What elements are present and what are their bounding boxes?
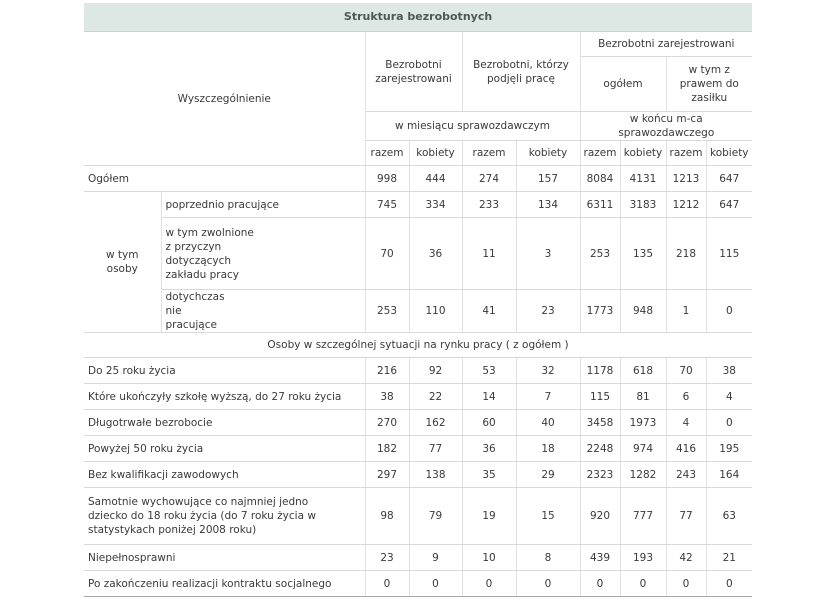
cell-value: 38 bbox=[365, 384, 409, 410]
row-label: Ogółem bbox=[84, 166, 365, 192]
cell-value: 41 bbox=[462, 290, 516, 333]
cell-value: 334 bbox=[409, 192, 462, 218]
cell-value: 1212 bbox=[666, 192, 706, 218]
cell-value: 23 bbox=[516, 290, 580, 333]
cell-value: 14 bbox=[462, 384, 516, 410]
cell-value: 297 bbox=[365, 462, 409, 488]
cell-value: 77 bbox=[666, 488, 706, 545]
table-row bbox=[84, 571, 752, 597]
cell-value: 243 bbox=[666, 462, 706, 488]
cell-value: 974 bbox=[620, 436, 666, 462]
cell-value: 253 bbox=[580, 218, 620, 290]
cell-value: 19 bbox=[462, 488, 516, 545]
cell-value: 0 bbox=[516, 571, 580, 597]
cell-value: 70 bbox=[365, 218, 409, 290]
table-row bbox=[84, 290, 752, 333]
cell-value: 0 bbox=[706, 290, 752, 333]
cell-value: 22 bbox=[409, 384, 462, 410]
cell-value: 647 bbox=[706, 166, 752, 192]
cell-value: 0 bbox=[706, 410, 752, 436]
table-row bbox=[84, 218, 752, 290]
header-prawo-zasilku: w tym z prawem do zasiłku bbox=[666, 57, 752, 112]
table-row bbox=[84, 462, 752, 488]
cell-value: 4 bbox=[706, 384, 752, 410]
cell-value: 164 bbox=[706, 462, 752, 488]
table-row bbox=[84, 436, 752, 462]
cell-value: 216 bbox=[365, 358, 409, 384]
cell-value: 53 bbox=[462, 358, 516, 384]
cell-value: 134 bbox=[516, 192, 580, 218]
cell-value: 8084 bbox=[580, 166, 620, 192]
cell-value: 92 bbox=[409, 358, 462, 384]
cell-value: 60 bbox=[462, 410, 516, 436]
table-row bbox=[84, 192, 752, 218]
cell-value: 21 bbox=[706, 545, 752, 571]
cell-value: 777 bbox=[620, 488, 666, 545]
cell-value: 4 bbox=[666, 410, 706, 436]
cell-value: 15 bbox=[516, 488, 580, 545]
cell-value: 0 bbox=[580, 571, 620, 597]
cell-value: 253 bbox=[365, 290, 409, 333]
cell-value: 6311 bbox=[580, 192, 620, 218]
cell-value: 4131 bbox=[620, 166, 666, 192]
cell-value: 439 bbox=[580, 545, 620, 571]
cell-value: 0 bbox=[409, 571, 462, 597]
group-label-w-tym-osoby: w tym osoby bbox=[84, 192, 161, 333]
cell-value: 948 bbox=[620, 290, 666, 333]
statistics-table-container bbox=[84, 3, 752, 597]
row-label: dotychczas nie pracujące bbox=[161, 290, 365, 333]
cell-value: 3458 bbox=[580, 410, 620, 436]
cell-value: 7 bbox=[516, 384, 580, 410]
cell-value: 1773 bbox=[580, 290, 620, 333]
cell-value: 444 bbox=[409, 166, 462, 192]
header-period-end: w końcu m-ca sprawozdawczego bbox=[580, 112, 752, 141]
cell-value: 274 bbox=[462, 166, 516, 192]
cell-value: 36 bbox=[409, 218, 462, 290]
cell-value: 135 bbox=[620, 218, 666, 290]
table-row bbox=[84, 358, 752, 384]
cell-value: 162 bbox=[409, 410, 462, 436]
cell-value: 195 bbox=[706, 436, 752, 462]
cell-value: 647 bbox=[706, 192, 752, 218]
header-kobiety: kobiety bbox=[620, 141, 666, 166]
cell-value: 745 bbox=[365, 192, 409, 218]
header-bezrobotni-zarejestrowani: Bezrobotni zarejestrowani bbox=[365, 32, 462, 112]
cell-value: 36 bbox=[462, 436, 516, 462]
cell-value: 6 bbox=[666, 384, 706, 410]
cell-value: 70 bbox=[666, 358, 706, 384]
row-label: Bez kwalifikacji zawodowych bbox=[84, 462, 365, 488]
header-kobiety: kobiety bbox=[409, 141, 462, 166]
cell-value: 193 bbox=[620, 545, 666, 571]
cell-value: 0 bbox=[462, 571, 516, 597]
header-razem: razem bbox=[365, 141, 409, 166]
cell-value: 0 bbox=[666, 571, 706, 597]
cell-value: 63 bbox=[706, 488, 752, 545]
header-razem: razem bbox=[666, 141, 706, 166]
cell-value: 9 bbox=[409, 545, 462, 571]
cell-value: 182 bbox=[365, 436, 409, 462]
cell-value: 0 bbox=[365, 571, 409, 597]
cell-value: 920 bbox=[580, 488, 620, 545]
cell-value: 2248 bbox=[580, 436, 620, 462]
cell-value: 110 bbox=[409, 290, 462, 333]
cell-value: 1973 bbox=[620, 410, 666, 436]
row-label: Powyżej 50 roku życia bbox=[84, 436, 365, 462]
row-label: Po zakończeniu realizacji kontraktu socjalnego bbox=[84, 571, 365, 597]
table-row bbox=[84, 410, 752, 436]
header-period-month: w miesiącu sprawozdawczym bbox=[365, 112, 580, 141]
header-bezrobotni-zarejestrowani-end: Bezrobotni zarejestrowani bbox=[580, 32, 752, 57]
cell-value: 157 bbox=[516, 166, 580, 192]
row-label: w tym zwolnione z przyczyn dotyczących zakładu pracy bbox=[161, 218, 365, 290]
cell-value: 270 bbox=[365, 410, 409, 436]
cell-value: 0 bbox=[706, 571, 752, 597]
header-wyszczegolnienie: Wyszczególnienie bbox=[84, 32, 365, 166]
cell-value: 38 bbox=[706, 358, 752, 384]
cell-value: 618 bbox=[620, 358, 666, 384]
header-podjeli-prace: Bezrobotni, którzy podjęli pracę bbox=[462, 32, 580, 112]
cell-value: 0 bbox=[620, 571, 666, 597]
cell-value: 115 bbox=[580, 384, 620, 410]
cell-value: 998 bbox=[365, 166, 409, 192]
header-razem: razem bbox=[580, 141, 620, 166]
cell-value: 416 bbox=[666, 436, 706, 462]
cell-value: 1178 bbox=[580, 358, 620, 384]
header-razem: razem bbox=[462, 141, 516, 166]
cell-value: 233 bbox=[462, 192, 516, 218]
header-kobiety: kobiety bbox=[516, 141, 580, 166]
cell-value: 2323 bbox=[580, 462, 620, 488]
cell-value: 10 bbox=[462, 545, 516, 571]
table-row bbox=[84, 488, 752, 545]
row-label: Samotnie wychowujące co najmniej jedno dziecko do 18 roku życia (do 7 roku życia w statystykach poniżej 2008 roku) bbox=[84, 488, 365, 545]
section-note: Osoby w szczególnej sytuacji na rynku pracy ( z ogółem ) bbox=[84, 333, 752, 358]
unemployment-structure-table bbox=[84, 3, 752, 597]
cell-value: 1213 bbox=[666, 166, 706, 192]
table-row bbox=[84, 545, 752, 571]
cell-value: 3183 bbox=[620, 192, 666, 218]
row-label: Które ukończyły szkołę wyższą, do 27 roku życia bbox=[84, 384, 365, 410]
cell-value: 1282 bbox=[620, 462, 666, 488]
table-row-ogolem bbox=[84, 166, 752, 192]
row-label: poprzednio pracujące bbox=[161, 192, 365, 218]
row-label: Długotrwałe bezrobocie bbox=[84, 410, 365, 436]
cell-value: 79 bbox=[409, 488, 462, 545]
cell-value: 218 bbox=[666, 218, 706, 290]
header-ogolem: ogółem bbox=[580, 57, 666, 112]
cell-value: 42 bbox=[666, 545, 706, 571]
row-label: Do 25 roku życia bbox=[84, 358, 365, 384]
cell-value: 77 bbox=[409, 436, 462, 462]
table-title: Struktura bezrobotnych bbox=[84, 3, 752, 32]
cell-value: 138 bbox=[409, 462, 462, 488]
cell-value: 115 bbox=[706, 218, 752, 290]
table-row bbox=[84, 384, 752, 410]
cell-value: 23 bbox=[365, 545, 409, 571]
cell-value: 3 bbox=[516, 218, 580, 290]
header-kobiety: kobiety bbox=[706, 141, 752, 166]
row-label: Niepełnosprawni bbox=[84, 545, 365, 571]
cell-value: 35 bbox=[462, 462, 516, 488]
cell-value: 1 bbox=[666, 290, 706, 333]
cell-value: 32 bbox=[516, 358, 580, 384]
cell-value: 8 bbox=[516, 545, 580, 571]
cell-value: 11 bbox=[462, 218, 516, 290]
cell-value: 18 bbox=[516, 436, 580, 462]
cell-value: 81 bbox=[620, 384, 666, 410]
cell-value: 40 bbox=[516, 410, 580, 436]
cell-value: 29 bbox=[516, 462, 580, 488]
cell-value: 98 bbox=[365, 488, 409, 545]
